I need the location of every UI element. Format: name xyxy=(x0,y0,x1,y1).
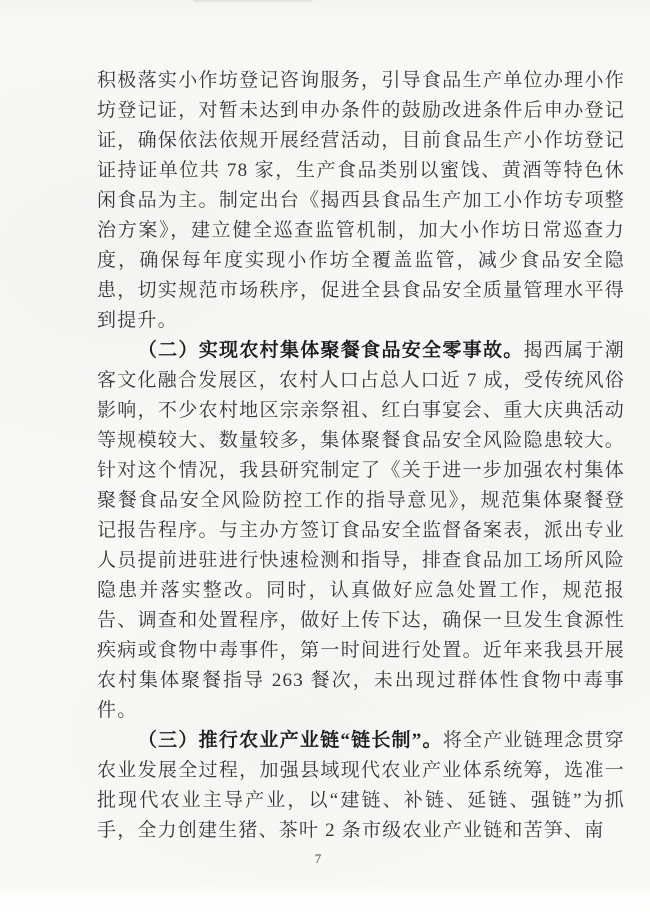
para-section-3-industry-chain xyxy=(97,726,625,846)
section-heading-run: （三）推行农业产业链“链长制”。 xyxy=(137,730,443,751)
body-text-run: 将全产业链理念贯穿农业发展全过程，加强县域现代农业产业体系统筹，选准一批现代农业主导产业，以“建链、补链、延链、强链”为抓手，全力创建生猪、茶叶 2 条市级农业产业链和苦笋、南 xyxy=(97,730,625,841)
page-number: 7 xyxy=(314,851,322,866)
body-text-run: 揭西属于潮客文化融合发展区，农村人口占总人口近 7 成，受传统风俗影响，不少农村地区宗亲祭祖、红白事宴会、重大庆典活动等规模较大、数量较多，集体聚餐食品安全风险隐患较大。针对这个情况，我县研究制定了《关于进一步加强农村集体聚餐食品安全风险防控工作的指导意见》，规范集体聚餐登记报告程序。与主办方签订食品安全监督备案表，派出专业人员提前进驻进行快速检测和指导，排查食品加工场所风险隐患并落实整改。同时，认真做好应急处置工作，规范报告、调查和处置程序，做好上传下达，确保一旦发生食源性疾病或食物中毒事件，第一时间进行处置。近年来我县开展农村集体聚餐指导 263 餐次，未出现过群体性食物中毒事件。 xyxy=(97,340,625,721)
document-body xyxy=(97,66,625,846)
body-text-run: 积极落实小作坊登记咨询服务，引导食品生产单位办理小作坊登记证，对暂未达到申办条件的鼓励改进条件后申办登记证，确保依法依规开展经营活动，目前食品生产小作坊登记证持证单位共 78 家，生产食品类别以蜜饯、黄酒等特色休闲食品为主。制定出台《揭西县食品生产加工小作坊专项整治方案》，建立健全巡查监管机制，加大小作坊日常巡查力度，确保每年度实现小作坊全覆盖监管，减少食品安全隐患，切实规范市场秩序，促进全县食品安全质量管理水平得到提升。 xyxy=(97,70,625,331)
para-xiaozuofang-continuation xyxy=(97,66,625,336)
section-heading-run: （二）实现农村集体聚餐食品安全零事故。 xyxy=(137,340,524,361)
scan-artifact-streak xyxy=(193,0,313,2)
para-section-2-rural-dining xyxy=(97,336,625,726)
